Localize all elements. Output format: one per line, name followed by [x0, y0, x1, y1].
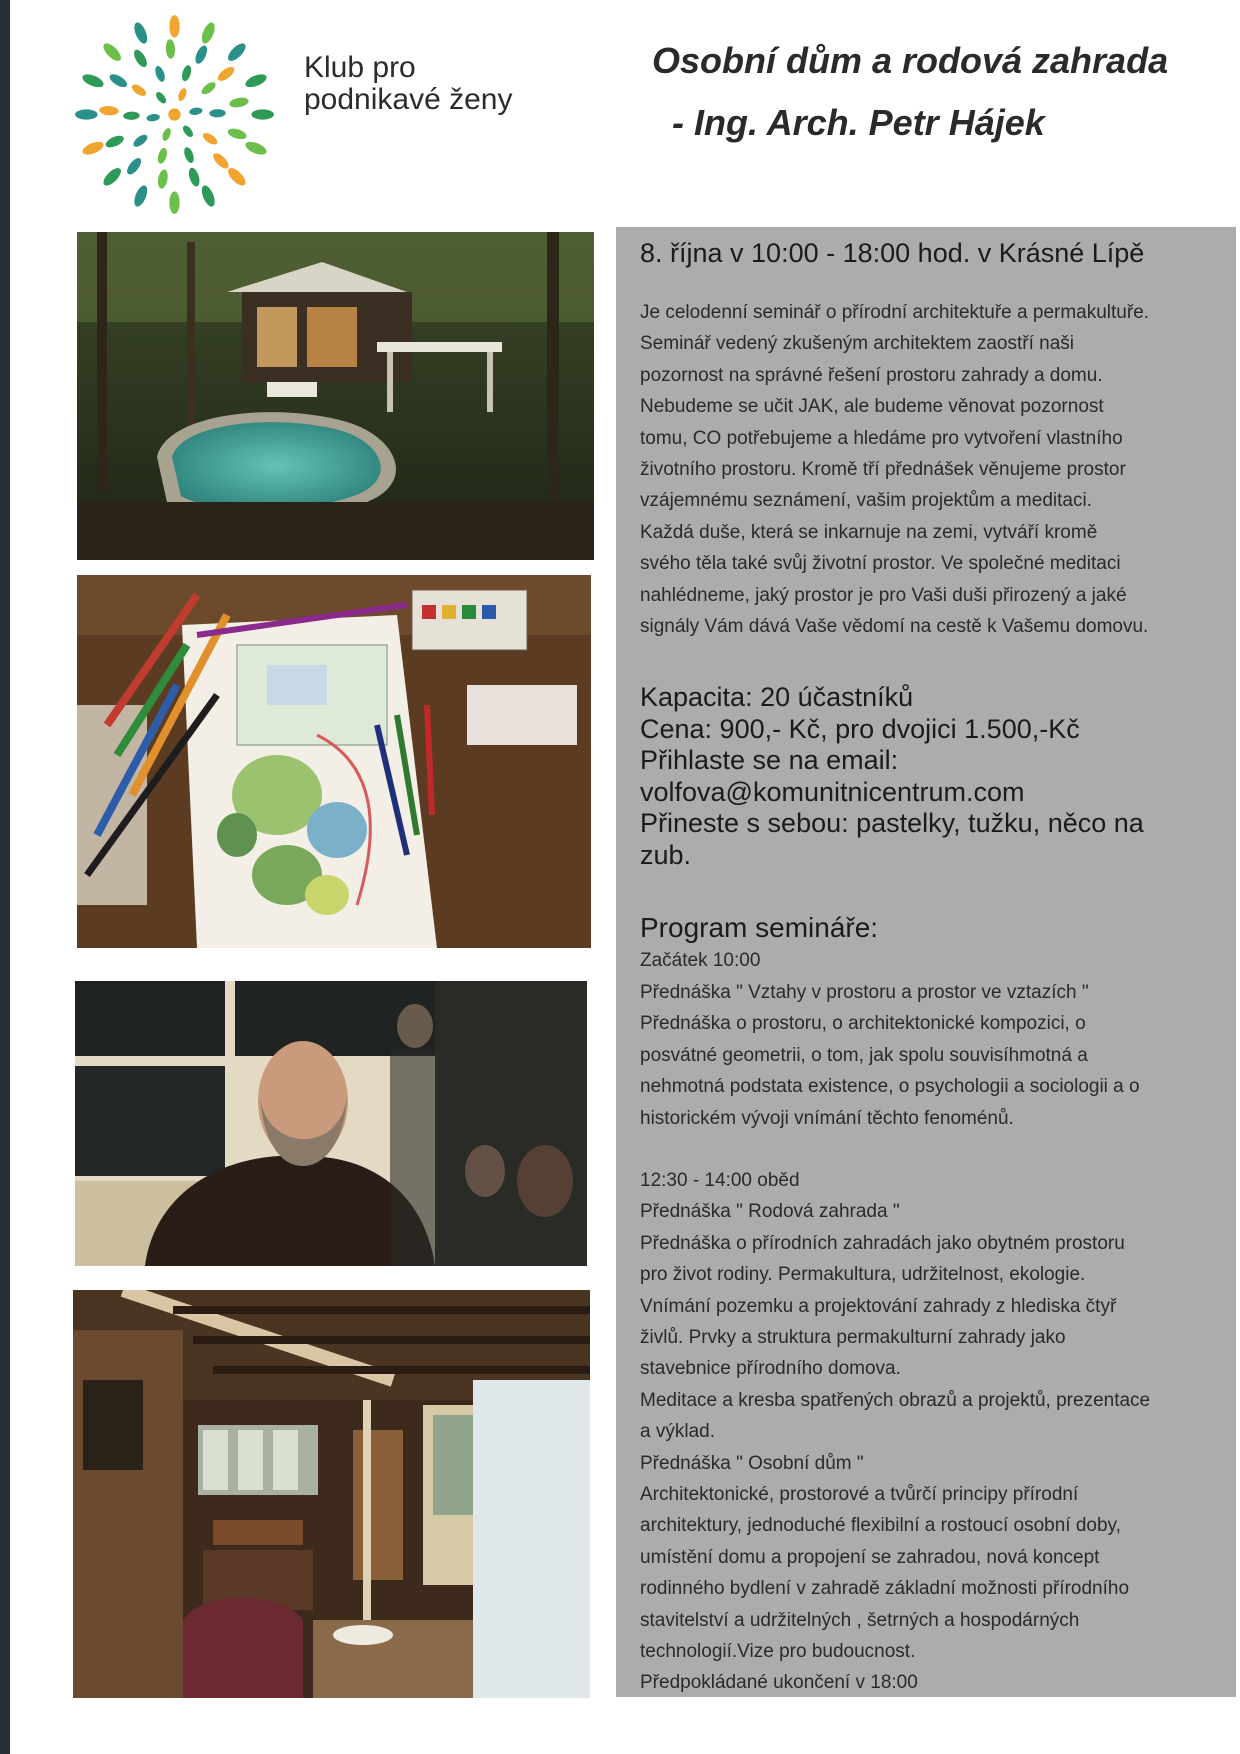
logo-leaf: [187, 166, 202, 187]
logo-leaf: [81, 139, 106, 157]
program-title: Program semináře:: [640, 912, 879, 944]
event-date-location: 8. října v 10:00 - 18:00 hod. v Krásné Lípě: [640, 238, 1145, 268]
logo-leaf: [101, 165, 124, 188]
program-morning: [640, 945, 1220, 1133]
logo-leaf: [225, 41, 248, 64]
program-line: Přednáška " Vztahy v prostoru a prostor ve vztazích ": [640, 981, 1089, 1003]
logo-leaf: [244, 72, 269, 90]
description-line: tomu, CO potřebujeme a hledáme pro vytvoření vlastního: [640, 427, 1123, 449]
logo-leaf: [182, 146, 195, 164]
club-name-line1: Klub pro: [304, 51, 416, 84]
program-line: Architektonické, prostorové a tvůrčí principy přírodní: [640, 1483, 1079, 1505]
detail-line: Kapacita: 20 účastníků: [640, 682, 914, 713]
logo-leaf: [156, 147, 168, 165]
program-line: historickém vývoji vnímání těchto fenoménů.: [640, 1107, 1014, 1129]
program-line: stavebnice přírodního domova.: [640, 1358, 901, 1380]
logo-leaf: [157, 169, 170, 190]
logo-leaf: [199, 21, 217, 46]
description-line: životního prostoru. Kromě tří přednášek věnujeme prostor: [640, 459, 1126, 481]
detail-line: Přihlaste se na email:: [640, 745, 899, 776]
event-title-line1: Osobní dům a rodová zahrada: [652, 40, 1169, 81]
logo-leaf: [211, 151, 231, 171]
description-line: pozornost na správné řešení prostoru zahrady a domu.: [640, 364, 1103, 386]
program-line: Meditace a kresba spatřených obrazů a projektů, prezentace: [640, 1389, 1151, 1411]
club-name-line2: podnikavé ženy: [304, 83, 513, 116]
logo-leaf: [154, 90, 168, 105]
program-line: Začátek 10:00: [640, 950, 761, 972]
event-description: [640, 297, 1220, 642]
logo-leaf: [193, 44, 209, 66]
description-line: Každá duše, která se inkarnuje na zemi, vytváří kromě: [640, 521, 1098, 543]
page-side-rule: [0, 0, 10, 1754]
logo-leaf: [161, 127, 173, 142]
program-afternoon: [640, 1165, 1220, 1699]
description-line: Je celodenní seminář o přírodní architektuře a permakultuře.: [640, 302, 1150, 323]
program-line: Přednáška o přírodních zahradách jako obytném prostoru: [640, 1232, 1125, 1254]
logo-leaf: [124, 156, 143, 177]
program-line: Předpokládané ukončení v 18:00: [640, 1672, 918, 1694]
logo-leaf: [177, 87, 189, 102]
logo-leaf: [251, 109, 274, 119]
logo-center: [168, 108, 180, 120]
detail-line: zub.: [640, 839, 692, 870]
logo-leaf: [81, 72, 106, 90]
logo-leaf: [108, 72, 129, 90]
logo-leaf: [146, 113, 160, 122]
description-line: signály Vám dává Vaše vědomí na cestě k Vašemu domovu.: [640, 616, 1149, 638]
event-details: [640, 682, 1220, 871]
description-line: vzájemnému seznámení, vašim projektům a meditaci.: [640, 490, 1092, 512]
program-line: umístění domu a propojení se zahradou, nová koncept: [640, 1546, 1100, 1568]
logo-leaf: [226, 127, 247, 142]
program-line: Přednáška o prostoru, o architektonické kompozici, o: [640, 1013, 1086, 1035]
program-line: Přednáška " Osobní dům ": [640, 1452, 864, 1474]
event-title-line2: - Ing. Arch. Petr Hájek: [672, 102, 1045, 143]
program-line: stavitelství a udržitelných , šetrných a hospodárných: [640, 1609, 1080, 1631]
logo-leaf: [244, 139, 269, 157]
description-line: Seminář vedený zkušeným architektem zaostří naši: [640, 333, 1075, 355]
logo-leaf: [165, 39, 175, 59]
program-line: technologií.Vize pro budoucnost.: [640, 1641, 916, 1662]
program-line: posvátné geometrii, o tom, jak spolu souvisíhmotná a: [640, 1044, 1088, 1066]
logo-leaf: [123, 111, 140, 120]
program-line: architektury, jednoduché flexibilní a rostoucí osobní doby,: [640, 1515, 1121, 1537]
logo-leaf: [181, 124, 195, 139]
logo-leaf: [209, 109, 226, 118]
logo-leaf: [180, 64, 192, 82]
detail-line: volfova@komunitnicentrum.com: [640, 776, 1025, 807]
club-name: [304, 52, 512, 116]
description-line: nahlédneme, jaký prostor je pro Vaši duši přirozený a jaké: [640, 584, 1127, 606]
program-line: pro život rodiny. Permakultura, udržitelnost, ekologie.: [640, 1264, 1086, 1286]
program-line: Vnímání pozemku a projektování zahrady z hlediska čtyř: [640, 1295, 1117, 1317]
logo-leaf: [132, 184, 150, 209]
logo-leaf: [169, 15, 179, 38]
logo-leaf: [99, 106, 119, 116]
logo-leaf: [225, 165, 248, 188]
program-line: a výklad.: [640, 1421, 715, 1443]
logo-leaf: [229, 96, 250, 109]
program-schedule: [640, 945, 1220, 1698]
program-spacer: [640, 1134, 1220, 1165]
logo-leaf: [131, 132, 149, 149]
logo-leaf: [75, 109, 98, 119]
program-line: Přednáška " Rodová zahrada ": [640, 1201, 900, 1223]
garden-plan-drawing-photo: [77, 575, 591, 948]
logo-leaf: [189, 107, 203, 116]
logo-leaf: [199, 184, 217, 209]
detail-line: Přineste s sebou: pastelky, tužku, něco na: [640, 808, 1144, 839]
event-title: [652, 40, 1212, 144]
logo-leaf: [131, 48, 149, 69]
logo-leaf: [132, 21, 150, 46]
logo-leaf: [101, 41, 124, 64]
logo-leaf: [104, 133, 126, 149]
description-line: svého těla také svůj životní prostor. Ve společné meditaci: [640, 553, 1121, 575]
logo-leaf: [200, 80, 218, 97]
logo-leaf: [169, 191, 179, 214]
program-line: 12:30 - 14:00 oběd: [640, 1169, 800, 1191]
logo-leaf: [201, 131, 219, 147]
logo-leaf: [153, 65, 166, 83]
pavilion-with-pool-photo: [77, 232, 594, 560]
description-line: Nebudeme se učit JAK, ale budeme věnovat pozornost: [640, 396, 1104, 418]
wooden-interior-photo: [73, 1290, 590, 1698]
detail-line: Cena: 900,- Kč, pro dvojici 1.500,-Kč: [640, 713, 1080, 744]
program-line: živlů. Prvky a struktura permakulturní zahrady jako: [640, 1326, 1066, 1348]
program-line: nehmotná podstata existence, o psychologii a sociologii a o: [640, 1076, 1140, 1098]
architect-portrait-photo: [75, 981, 587, 1266]
event-info-panel: [616, 227, 1236, 1697]
logo-leaf: [216, 64, 237, 83]
logo-leaf: [130, 82, 148, 98]
club-logo: [72, 12, 277, 217]
program-line: rodinného bydlení v zahradě základní možnosti přírodního: [640, 1578, 1130, 1600]
